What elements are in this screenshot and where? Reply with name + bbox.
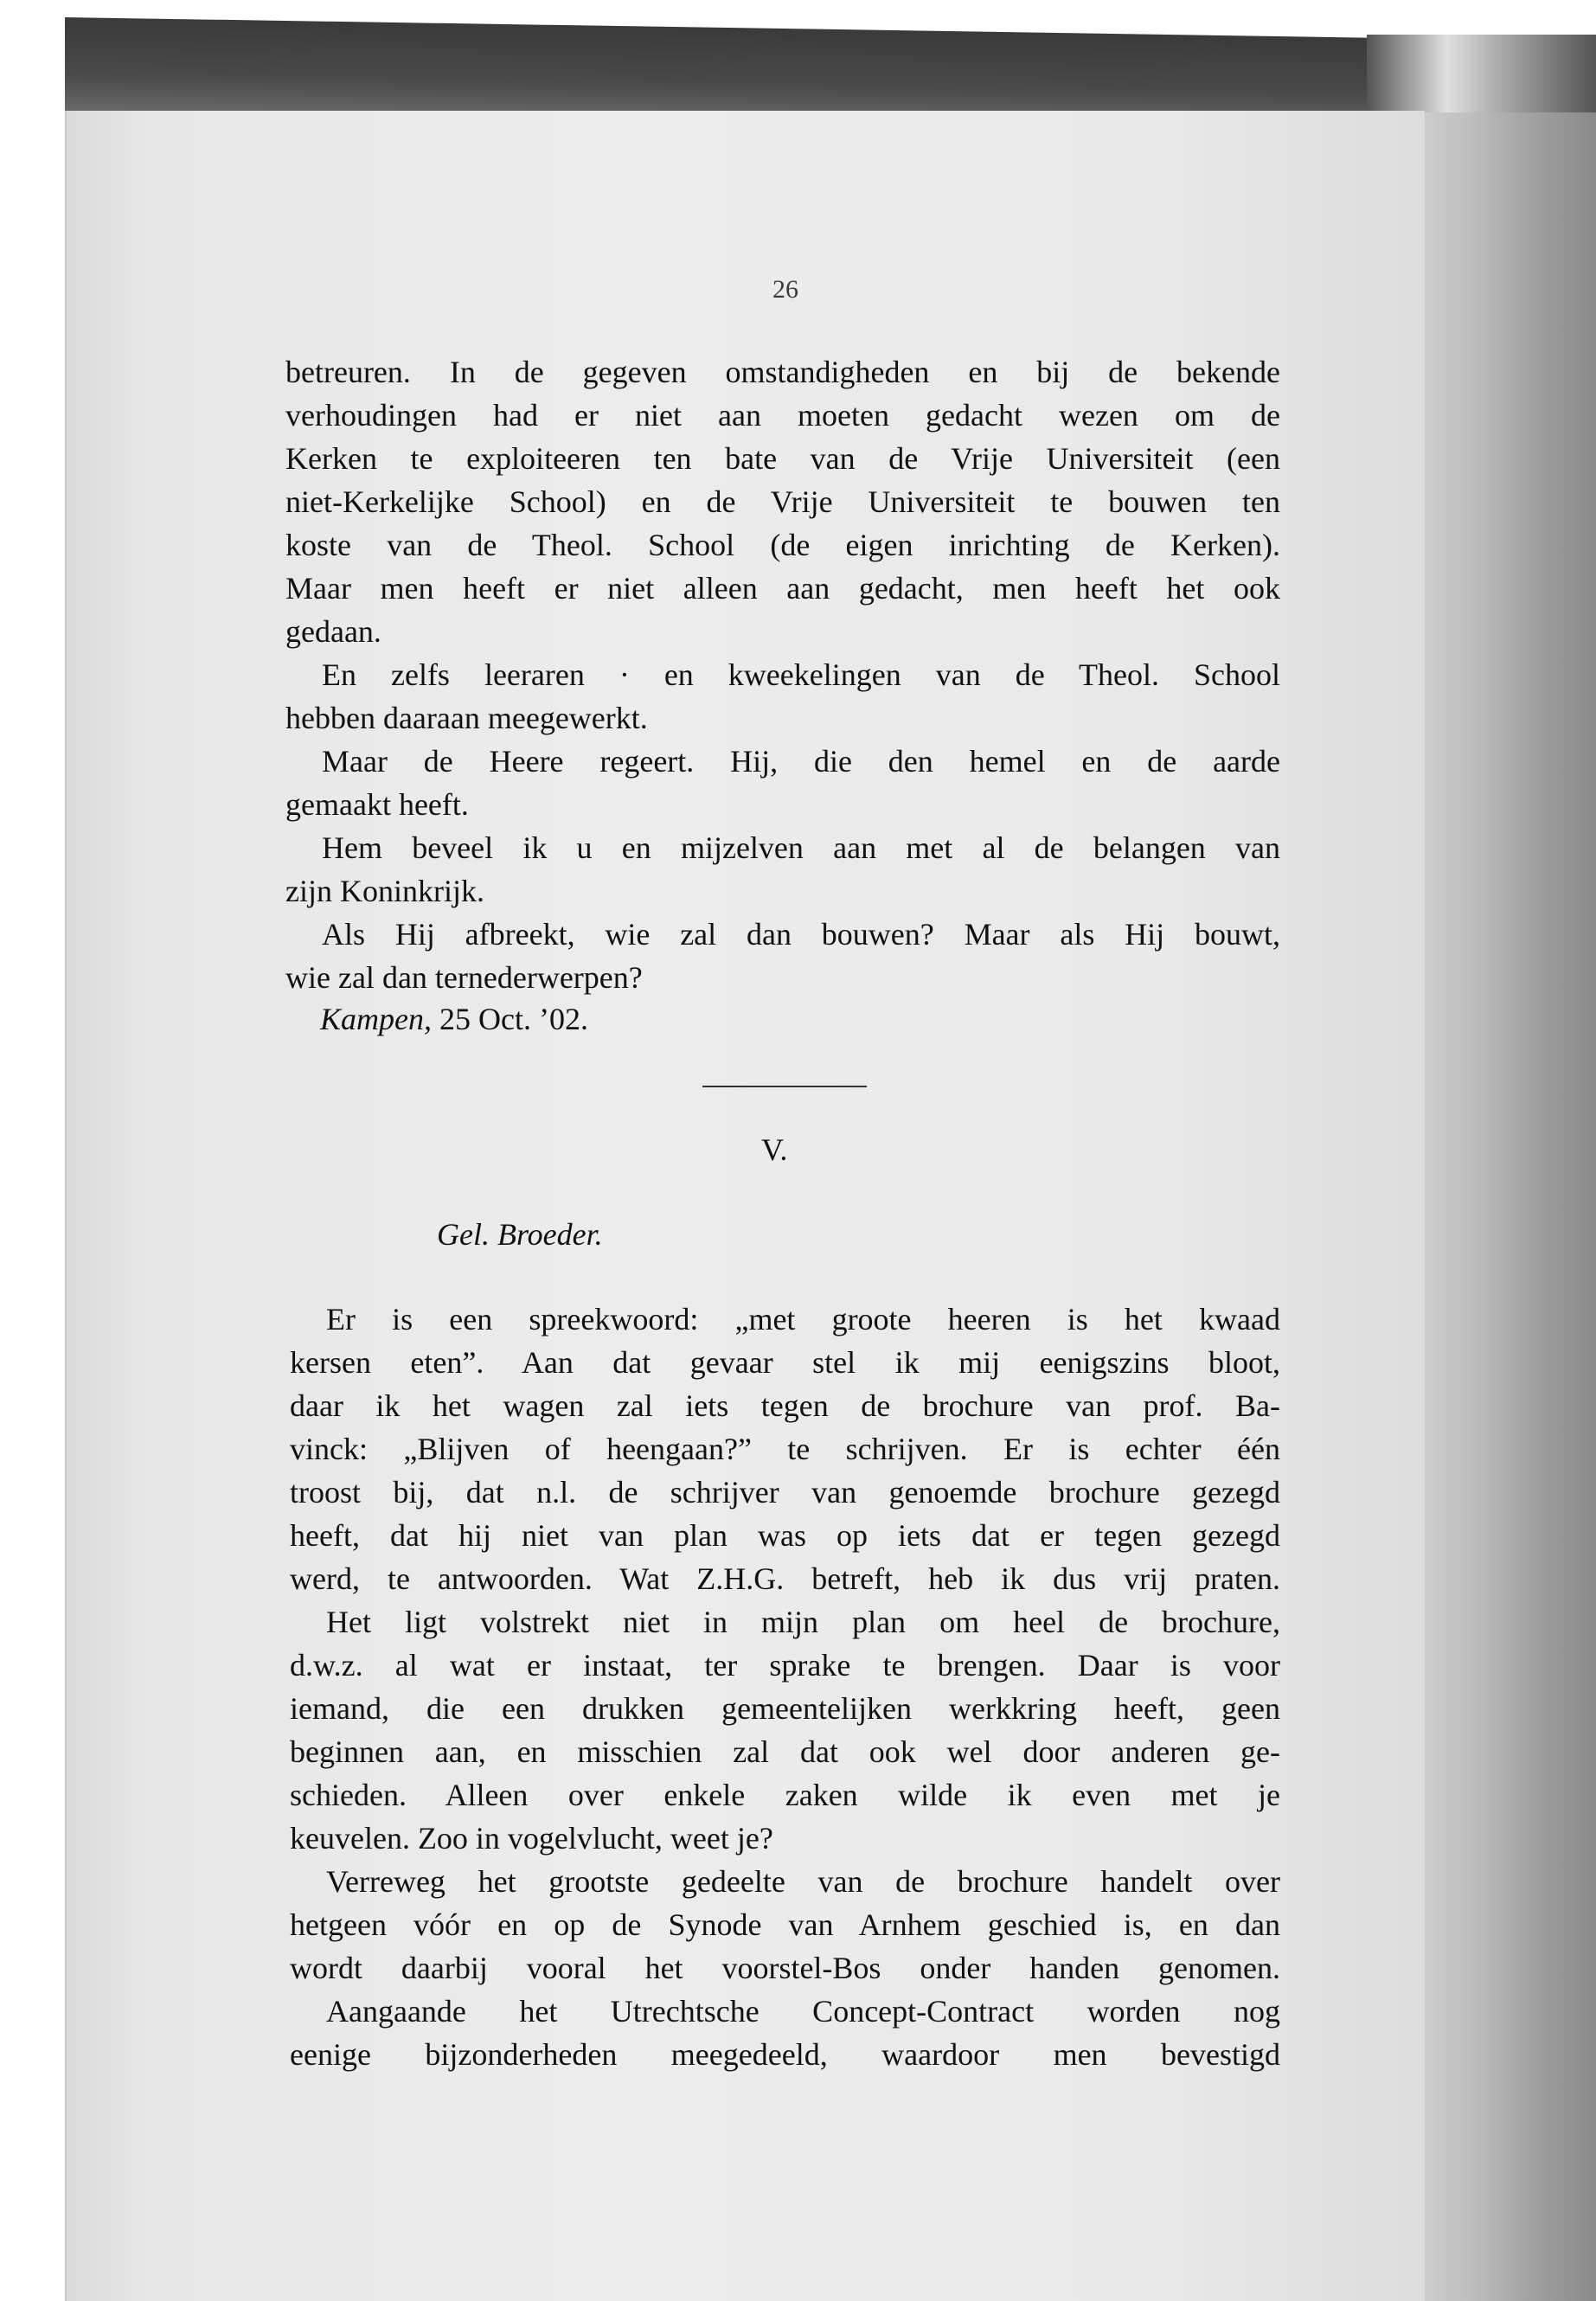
text-line: Hem beveel ik u en mijzelven aan met al de belangen van bbox=[322, 830, 1280, 865]
text-line: Als Hij afbreekt, wie zal dan bouwen? Maar als Hij bouwt, bbox=[322, 917, 1280, 952]
signature-line bbox=[320, 997, 588, 1041]
text-line: eenige bijzonderheden meegedeeld, waardoor men bevestigd bbox=[290, 2037, 1280, 2072]
text-line: Maar men heeft er niet alleen aan gedacht, men heeft het ook bbox=[285, 571, 1280, 606]
text-line: Maar de Heere regeert. Hij, die den hemel en de aarde bbox=[322, 744, 1280, 779]
text-line: iemand, die een drukken gemeentelijken werkkring heeft, geen bbox=[290, 1691, 1280, 1726]
section-divider bbox=[702, 1086, 867, 1087]
text-line: betreuren. In de gegeven omstandigheden en bij de bekende bbox=[285, 355, 1280, 389]
text-block-letter bbox=[290, 1298, 1280, 2076]
text-block-before-signature bbox=[285, 350, 1280, 999]
text-line: gedaan. bbox=[285, 614, 381, 649]
text-line: wordt daarbij vooral het voorstel-Bos onder handen genomen. bbox=[290, 1951, 1280, 1985]
text-line: koste van de Theol. School (de eigen inrichting de Kerken). bbox=[285, 528, 1280, 562]
letter-salutation: Gel. Broeder. bbox=[437, 1217, 603, 1252]
text-line: werd, te antwoorden. Wat Z.H.G. betreft, heb ik dus vrij praten. bbox=[290, 1561, 1280, 1596]
signature-date: 25 Oct. ’02. bbox=[439, 1002, 588, 1036]
text-line: Het ligt volstrekt niet in mijn plan om heel de brochure, bbox=[326, 1605, 1280, 1639]
signature-place: Kampen, bbox=[320, 1002, 432, 1036]
text-line: heeft, dat hij niet van plan was op iets dat er tegen gezegd bbox=[290, 1518, 1280, 1553]
text-line: schieden. Alleen over enkele zaken wilde ik even met je bbox=[290, 1778, 1280, 1812]
text-line: hetgeen vóór en op de Synode van Arnhem geschied is, en dan bbox=[290, 1907, 1280, 1942]
text-line: keuvelen. Zoo in vogelvlucht, weet je? bbox=[290, 1821, 773, 1856]
text-line: niet-Kerkelijke School) en de Vrije Universiteit te bouwen ten bbox=[285, 484, 1280, 519]
text-line: Er is een spreekwoord: „met groote heeren is het kwaad bbox=[326, 1302, 1280, 1336]
text-line: troost bij, dat n.l. de schrijver van genoemde brochure gezegd bbox=[290, 1475, 1280, 1509]
text-line: Verreweg het grootste gedeelte van de brochure handelt over bbox=[326, 1864, 1280, 1899]
text-line: verhoudingen had er niet aan moeten gedacht wezen om de bbox=[285, 398, 1280, 433]
text-line: zijn Koninkrijk. bbox=[285, 874, 484, 908]
text-line: Kerken te exploiteeren ten bate van de Vrije Universiteit (een bbox=[285, 441, 1280, 476]
text-line: Aangaande het Utrechtsche Concept-Contract worden nog bbox=[326, 1994, 1280, 2029]
text-line: kersen eten”. Aan dat gevaar stel ik mij eenigszins bloot, bbox=[290, 1345, 1280, 1380]
page-number: 26 bbox=[772, 275, 798, 304]
text-line: wie zal dan ternederwerpen? bbox=[285, 960, 643, 995]
text-line: En zelfs leeraren · en kweekelingen van de Theol. School bbox=[322, 657, 1280, 692]
section-numeral: V. bbox=[761, 1132, 788, 1167]
text-line: d.w.z. al wat er instaat, ter sprake te brengen. Daar is voor bbox=[290, 1648, 1280, 1682]
book-spine-edge bbox=[1419, 35, 1596, 2301]
text-line: hebben daaraan meegewerkt. bbox=[285, 701, 648, 735]
text-line: beginnen aan, en misschien zal dat ook wel door anderen ge- bbox=[290, 1734, 1280, 1769]
book-edge-highlight bbox=[1367, 35, 1596, 112]
text-line: gemaakt heeft. bbox=[285, 787, 469, 822]
text-line: vinck: „Blijven of heengaan?” te schrijven. Er is echter één bbox=[290, 1432, 1280, 1466]
text-line: daar ik het wagen zal iets tegen de brochure van prof. Ba- bbox=[290, 1388, 1280, 1423]
